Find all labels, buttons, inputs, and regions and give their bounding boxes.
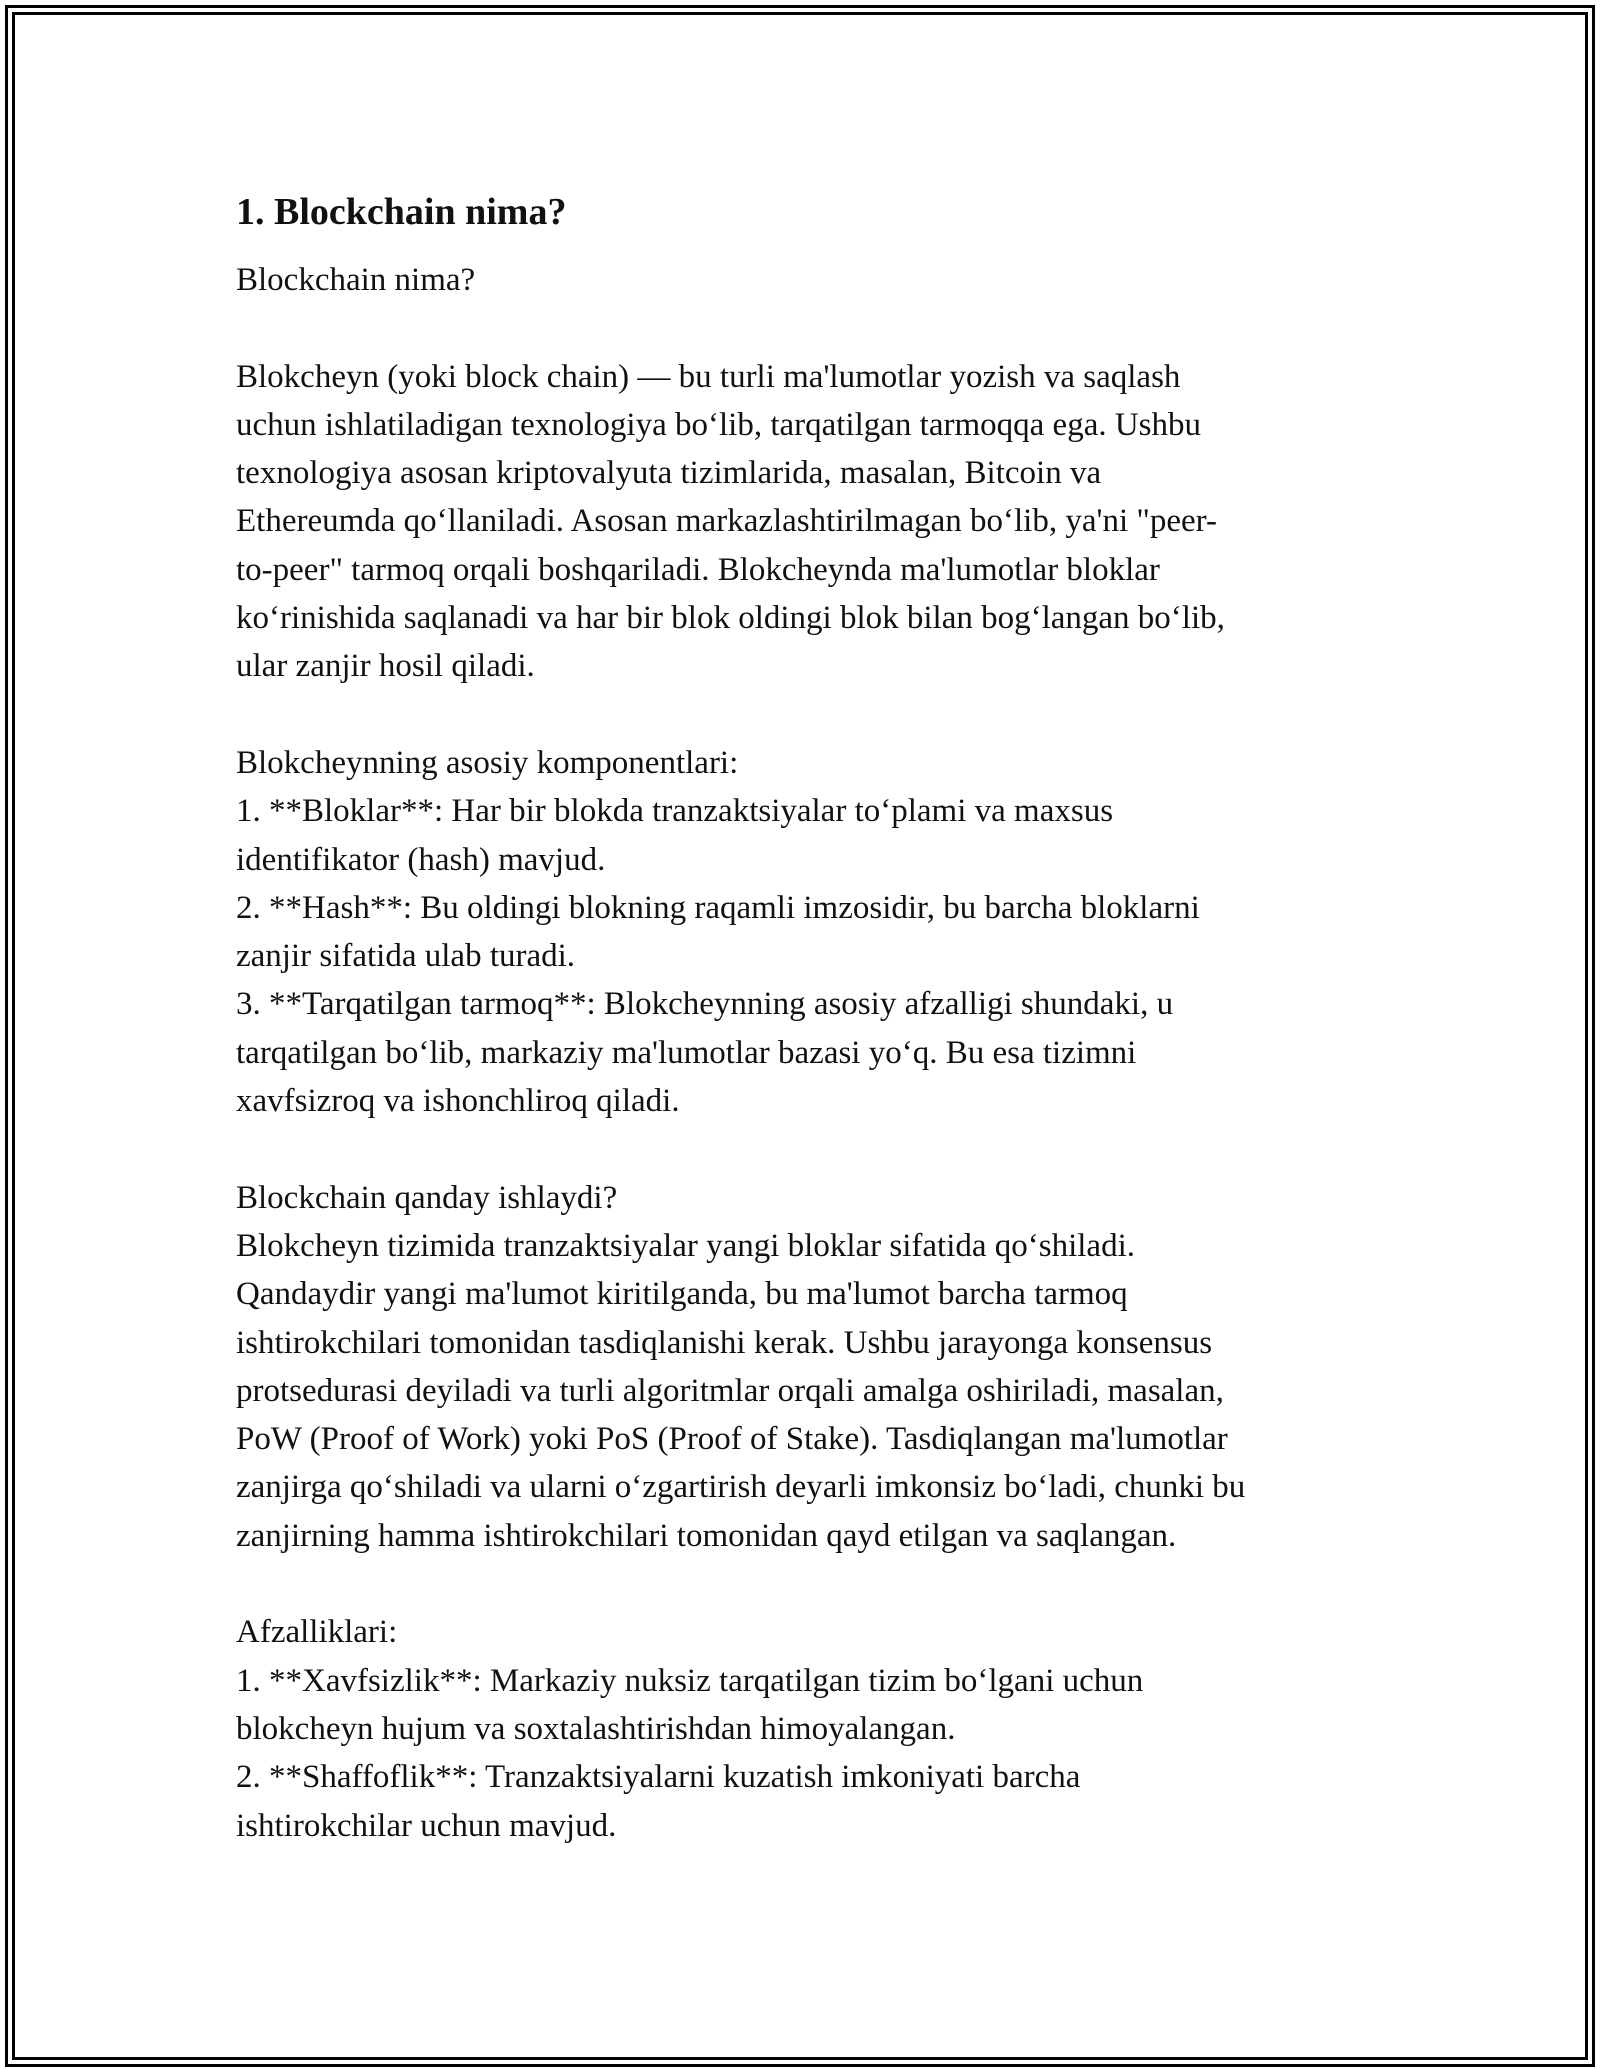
paragraph-spacer	[236, 1560, 1366, 1608]
text-line: tarqatilgan bo‘lib, markaziy ma'lumotlar bazasi yo‘q. Bu esa tizimni	[236, 1034, 1137, 1071]
document-body	[236, 188, 1366, 1850]
text-line: zanjir sifatida ulab turadi.	[236, 938, 576, 975]
paragraphs-container	[236, 256, 1366, 1850]
text-line: ishtirokchilar uchun mavjud.	[236, 1807, 617, 1844]
text-line: Blockchain nima?	[236, 262, 476, 298]
paragraph	[236, 1608, 1366, 1849]
text-line: Blockchain qanday ishlaydi?	[236, 1179, 618, 1216]
document-title: 1. Blockchain nima?	[236, 191, 567, 233]
text-line: PoW (Proof of Work) yoki PoS (Proof of Stake). Tasdiqlangan ma'lumotlar	[236, 1421, 1228, 1458]
text-line: 3. **Tarqatilgan tarmoq**: Blokcheynning asosiy afzalligi shundaki, u	[236, 986, 1174, 1023]
paragraph	[236, 739, 1366, 1125]
text-line: texnologiya asosan kriptovalyuta tizimlarida, masalan, Bitcoin va	[236, 455, 1102, 492]
text-line: xavfsizroq va ishonchliroq qiladi.	[236, 1083, 680, 1120]
paragraph	[236, 353, 1366, 691]
text-line: 1. **Bloklar**: Har bir blokda tranzaktsiyalar to‘plami va maxsus	[236, 793, 1114, 830]
paragraph-spacer	[236, 691, 1366, 739]
text-line: Ethereumda qo‘llaniladi. Asosan markazlashtirilmagan bo‘lib, ya'ni "peer-	[236, 503, 1217, 540]
text-line: Afzalliklari:	[236, 1614, 398, 1651]
text-line: ko‘rinishida saqlanadi va har bir blok oldingi blok bilan bog‘langan bo‘lib,	[236, 600, 1225, 637]
text-line: 1. **Xavfsizlik**: Markaziy nuksiz tarqatilgan tizim bo‘lgani uchun	[236, 1662, 1144, 1699]
text-line: 2. **Shaffoflik**: Tranzaktsiyalarni kuzatish imkoniyati barcha	[236, 1759, 1081, 1796]
text-line: blokcheyn hujum va soxtalashtirishdan himoyalangan.	[236, 1710, 956, 1747]
paragraph	[236, 1174, 1366, 1560]
text-line: ishtirokchilari tomonidan tasdiqlanishi kerak. Ushbu jarayonga konsensus	[236, 1324, 1213, 1361]
paragraph	[236, 256, 1366, 304]
text-line: protsedurasi deyiladi va turli algoritmlar orqali amalga oshiriladi, masalan,	[236, 1372, 1224, 1409]
text-line: Blokcheyn tizimida tranzaktsiyalar yangi bloklar sifatida qo‘shiladi.	[236, 1227, 1135, 1264]
text-line: to-peer" tarmoq orqali boshqariladi. Blokcheynda ma'lumotlar bloklar	[236, 551, 1160, 588]
paragraph-spacer	[236, 304, 1366, 352]
text-line: ular zanjir hosil qiladi.	[236, 648, 535, 685]
text-line: uchun ishlatiladigan texnologiya bo‘lib, tarqatilgan tarmoqqa ega. Ushbu	[236, 406, 1202, 443]
text-line: zanjirga qo‘shiladi va ularni o‘zgartirish deyarli imkonsiz bo‘ladi, chunki bu	[236, 1469, 1246, 1506]
text-line: Blokcheynning asosiy komponentlari:	[236, 744, 739, 781]
paragraph-spacer	[236, 1125, 1366, 1173]
text-line: Qandaydir yangi ma'lumot kiritilganda, bu ma'lumot barcha tarmoq	[236, 1276, 1128, 1313]
text-line: Blokcheyn (yoki block chain) — bu turli ma'lumotlar yozish va saqlash	[236, 358, 1181, 395]
text-line: identifikator (hash) mavjud.	[236, 841, 606, 878]
text-line: zanjirning hamma ishtirokchilari tomonidan qayd etilgan va saqlangan.	[236, 1517, 1177, 1554]
text-line: 2. **Hash**: Bu oldingi blokning raqamli imzosidir, bu barcha bloklarni	[236, 889, 1200, 926]
